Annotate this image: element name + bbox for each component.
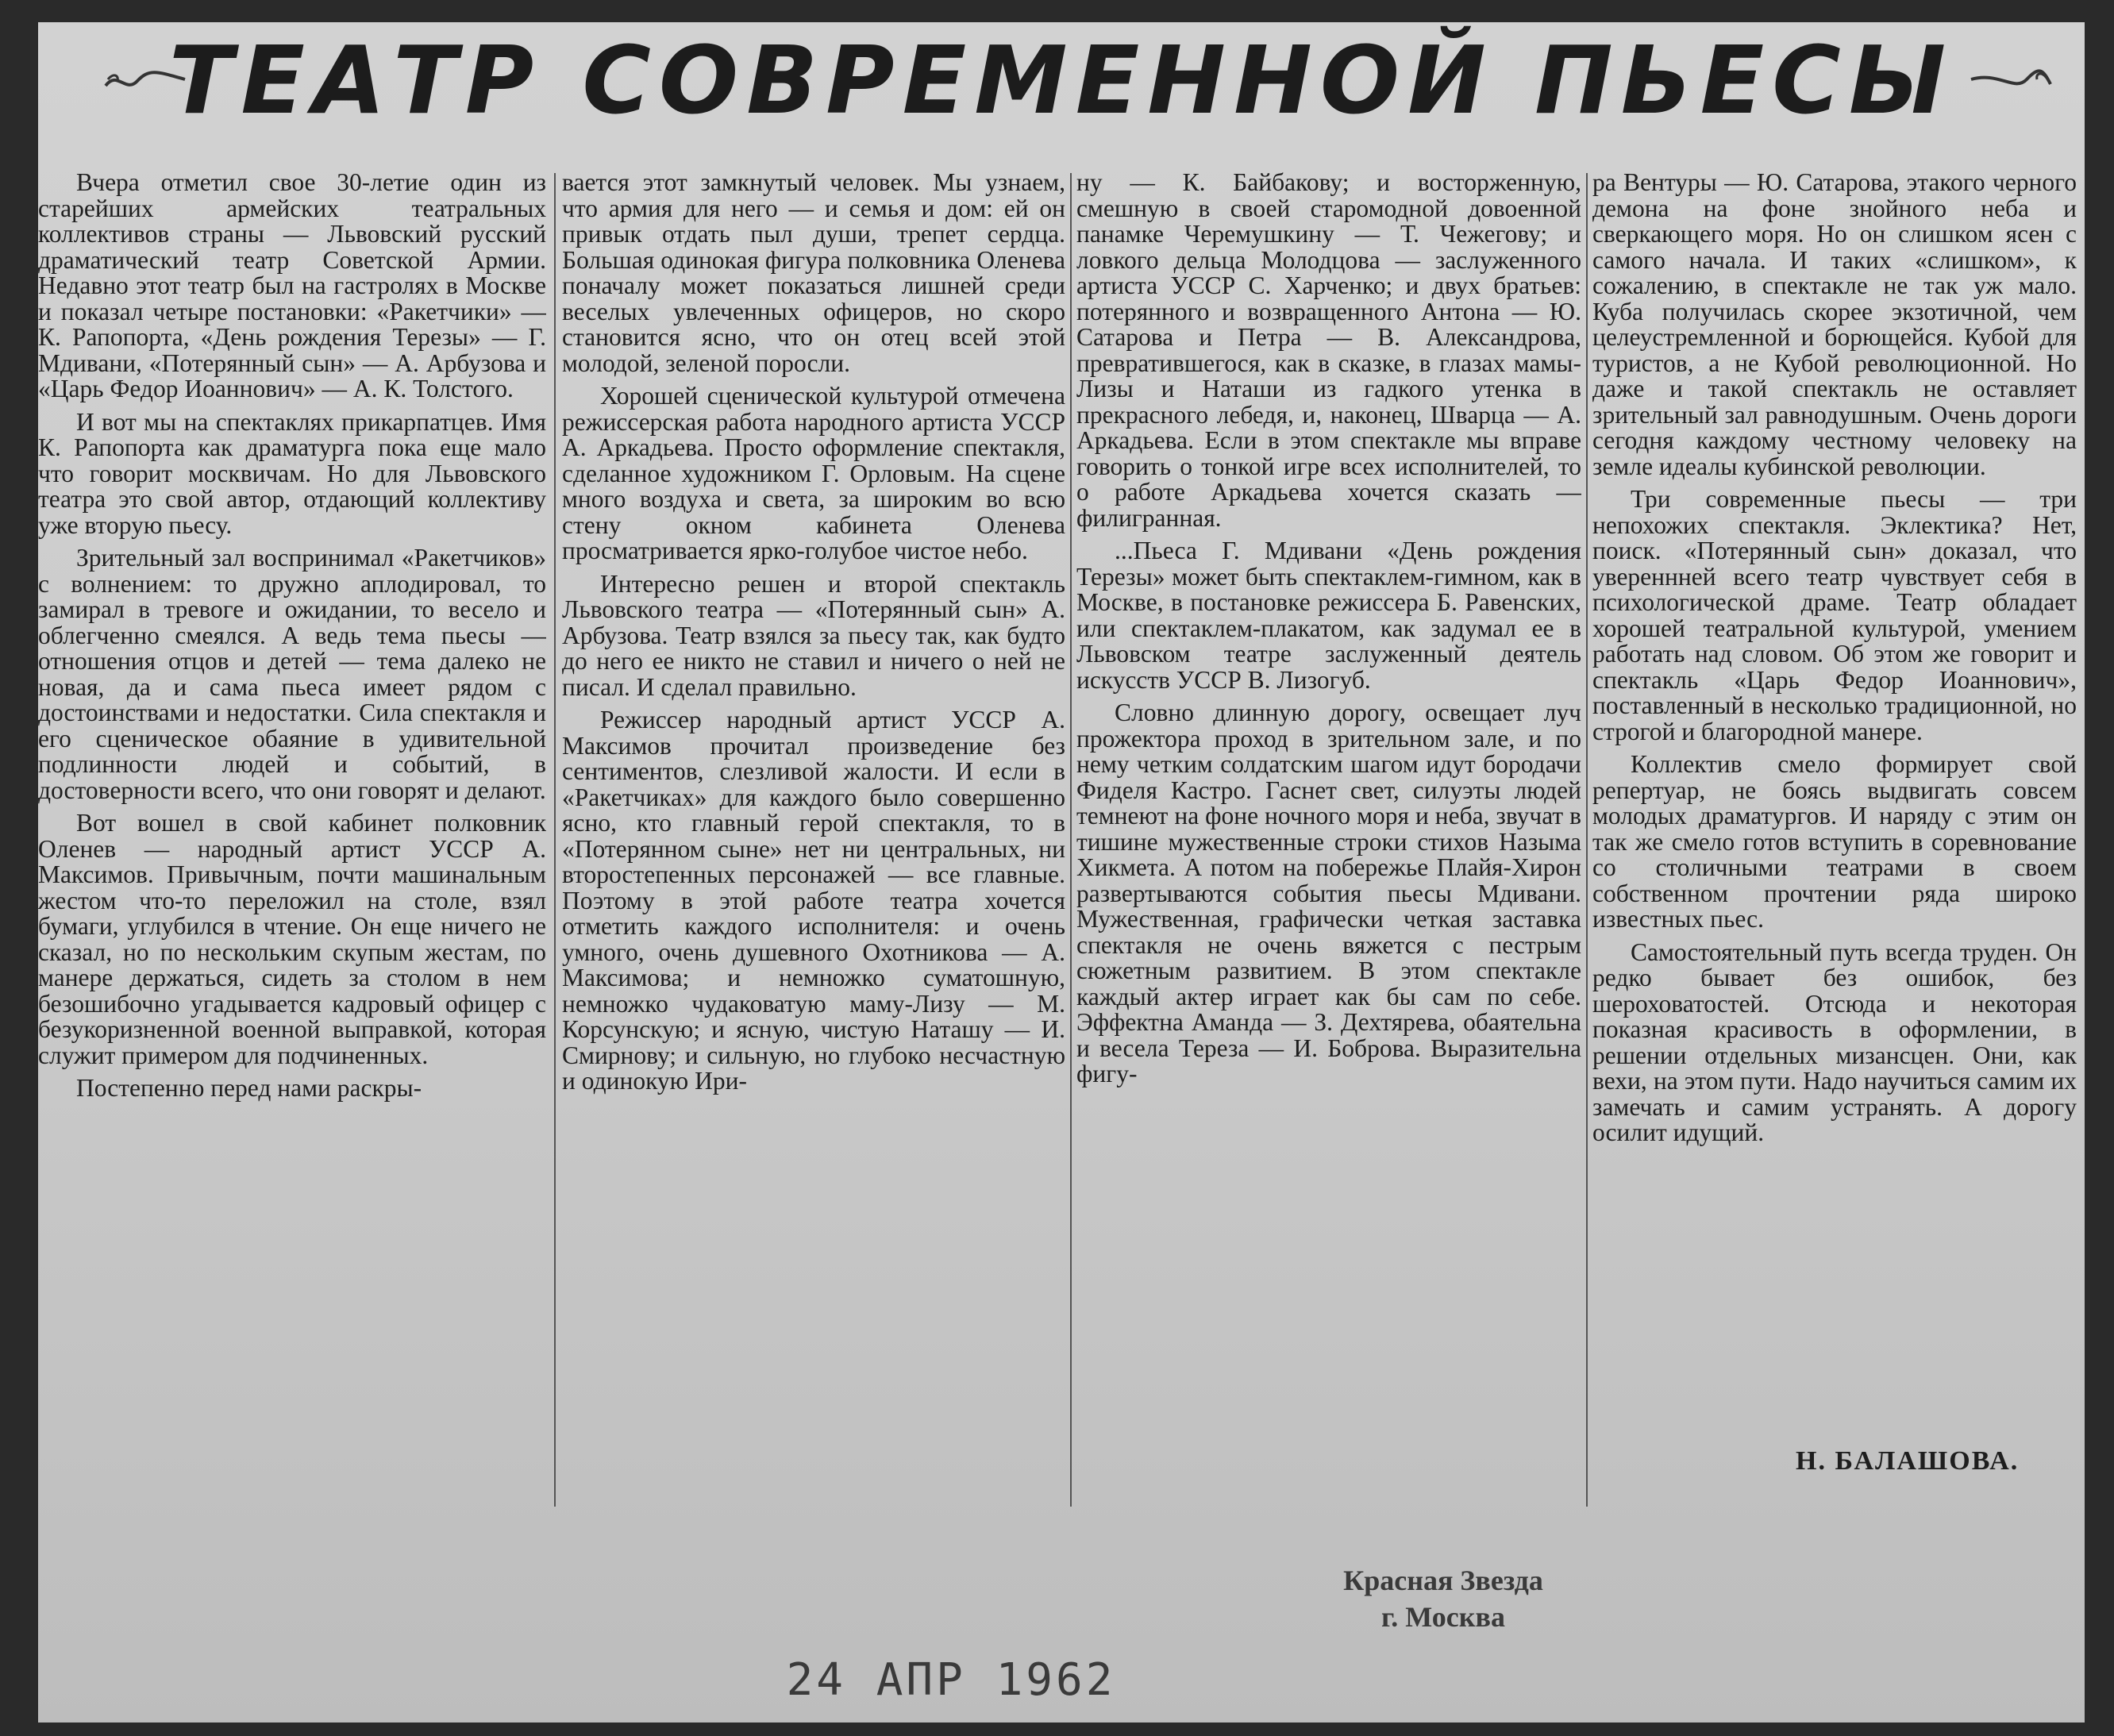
paragraph: Интересно решен и второй спектакль Львовского театра — «Потерянный сын» А. Арбузова. Театр взялся за пьесу так, как будто до него ее никто не ставил и ничего о ней не писал. И сделал правильно. xyxy=(562,569,1065,701)
stamp-city: г. Москва xyxy=(1381,1601,1505,1633)
paragraph: Вчера отметил свое 30-летие один из старейших армейских театральных коллективов страны — Львовский русский драматический театр Советской Армии. Недавно этот театр был на гастролях в Москве и показал четыре постановки: «Ракетчики» — К. Рапопорта, «День рождения Терезы» — Г. Мдивани, «Потерянный сын» — А. Арбузова и «Царь Федор Иоаннович» — А. К. Толстого. xyxy=(38,170,546,402)
paragraph: Хорошей сценической культурой отмечена режиссерская работа народного артиста УССР А. Аркадьева. Просто оформление спектакля, сделанное художником Г. Орловым. На сцене много воздуха и света, за широким во всю стену окном кабинета Оленева просматривается ярко-голубое чистое небо. xyxy=(562,382,1065,564)
paragraph: Зрительный зал воспринимал «Ракетчиков» с волнением: то дружно аплодировал, то замирал в тревоге и ожидании, то весело и облегченно смеялся. А ведь тема пьесы — отношения отцов и детей — тема далеко не новая, да и сама пьеса имеет рядом с достоинствами и недостатки. Сила спектакля и его сценическое обаяние в удивительной подлинности людей и событий, в достоверности всего, что они говорят и делают. xyxy=(38,544,546,804)
article-headline: ТЕАТР СОВРЕМЕННОЙ ПЬЕСЫ xyxy=(168,25,1954,135)
paragraph: Коллектив смело формирует свой репертуар, не боясь выдвигать совсем молодых драматургов. И наряду с этим он так же смело готов вступить в соревнование со столичными театрами в своем собственном прочтении ряда широко известных пьес. xyxy=(1592,750,2077,933)
paragraph: ра Вентуры — Ю. Сатарова, этакого черного демона на фоне знойного неба и сверкающего моря. Но он слишком ясен с самого начала. И таких «слишком», к сожалению, в спектакле не так уж мало. Куба получилась скорее экзотичной, чем целеустремленной и борющейся. Кубой для туристов, а не Кубой революционной. Но даже и такой спектакль не оставляет зрительный зал равнодушным. Очень дороги сегодня каждому честному человеку на земле идеалы кубинской революции. xyxy=(1592,170,2077,480)
newspaper-clipping xyxy=(38,22,2085,1723)
column-divider xyxy=(1070,173,1072,1507)
paragraph: вается этот замкнутый человек. Мы узнаем, что армия для него — и семья и дом: ей он привык отдать пыл души, трепет сердца. Большая одинокая фигура полковника Оленева поначалу может показаться лишней среди веселых увлеченных офицеров, но скоро становится ясно, что он отец всей этой молодой, зеленой поросли. xyxy=(562,170,1065,377)
author-signature: Н. БАЛАШОВА. xyxy=(1796,1446,2020,1476)
article-body xyxy=(38,22,2085,1723)
paragraph: Три современные пьесы — три непохожих спектакля. Эклектика? Нет, поиск. «Потерянный сын» доказал, что увереннней всего театр чувствует себя в психологической драме. Театр обладает хорошей театральной культурой, умением работать над словом. Об этом же говорит и спектакль «Царь Федор Иоаннович», поставленный в несколько традиционной, но строгой и благородной манере. xyxy=(1592,485,2077,745)
column-divider xyxy=(554,173,556,1507)
paragraph: И вот мы на спектаклях прикарпатцев. Имя К. Рапопорта как драматурга пока еще мало что говорит москвичам. Но для Львовского театра это свой автор, отдающий коллективу уже вторую пьесу. xyxy=(38,407,546,539)
paragraph: ...Пьеса Г. Мдивани «День рождения Терезы» может быть спектаклем-гимном, как в Москве, в постановке режиссера Б. Равенских, или спектаклем-плакатом, как задумал ее в Львовском театре заслуженный деятель искусств УССР В. Лизогуб. xyxy=(1076,537,1581,694)
column-divider xyxy=(1586,173,1588,1507)
text-column-1 xyxy=(38,170,546,1511)
paragraph: Словно длинную дорогу, освещает луч прожектора проход в зрительном зале, и по нему четким солдатским шагом идут бородачи Фиделя Кастро. Гаснет свет, силуэты людей темнеют на фоне ночного моря и неба, звучат в тишине мужественные строки стихов Назыма Хикмета. А потом на побережье Плайя-Хирон развертываются события пьесы Мдивани. Мужественная, графически четкая заставка спектакля не очень вяжется с пестрым сюжетным развитием. В этом спектакле каждый актер играет как бы сам по себе. Эффектна Аманда — З. Дехтярева, обаятельна и весела Тереза — И. Боброва. Выразительна фигу- xyxy=(1076,699,1581,1087)
date-stamp: 24 АПР 1962 xyxy=(786,1654,1116,1706)
text-column-3 xyxy=(1076,170,1581,1511)
paragraph: Режиссер народный артист УССР А. Максимов прочитал произведение без сентиментов, слезливой жалости. И если в «Ракетчиках» для каждого было совершенно ясно, кто главный герой спектакля, то в «Потерянном сыне» нет ни центральных, ни второстепенных персонажей — все главные. Поэтому в этой работе театра хочется отметить каждого исполнителя: и очень умного, очень душевного Охотникова — А. Максимова; и немножко суматошную, немножко чудаковатую маму-Лизу — М. Корсунскую; и ясную, чистую Наташу — И. Смирнову; и сильную, но глубоко несчастную и одинокую Ири- xyxy=(562,706,1065,1095)
paragraph: Самостоятельный путь всегда труден. Он редко бывает без ошибок, без шероховатостей. Отсюда и некоторая показная красивость в оформлении, в решении отдельных мизансцен. Они, как вехи, на этом пути. Надо научиться самим их замечать и самим устранять. А дорогу осилит идущий. xyxy=(1592,937,2077,1146)
paragraph: ну — К. Байбакову; и восторженную, смешную в своей старомодной довоенной панамке Черемушкину — Т. Чежегову; и ловкого дельца Молодцова — заслуженного артиста УССР С. Харченко; и двух братьев: потерянного и возвращенного Антона — Ю. Сатарова и Петра — В. Александрова, превратившегося, как в сказке, в глазах мамы-Лизы и Наташи из гадкого утенка в прекрасного лебедя, и, наконец, Шварца — А. Аркадьева. Если в этом спектакле мы вправе говорить о тонкой игре всех исполнителей, то о работе Аркадьева хочется сказать — филигранная. xyxy=(1076,170,1581,532)
paragraph: Вот вошел в свой кабинет полковник Оленев — народный артист УССР А. Максимов. Привычным, почти машинальным жестом что-то переложил на столе, взял бумаги, углубился в чтение. Он еще ничего не сказал, но по нескольким скупым жестам, по манере держаться, сидеть за столом в нем безошибочно угадывается кадровый офицер с безукоризненной военной выправкой, которая служит примером для подчиненных. xyxy=(38,809,546,1069)
paragraph: Постепенно перед нами раскры- xyxy=(76,1074,422,1102)
text-column-2 xyxy=(562,170,1065,1511)
text-column-4 xyxy=(1592,170,2077,1511)
newspaper-stamp xyxy=(1261,1562,1626,1635)
stamp-newspaper-name: Красная Звезда xyxy=(1343,1565,1543,1596)
